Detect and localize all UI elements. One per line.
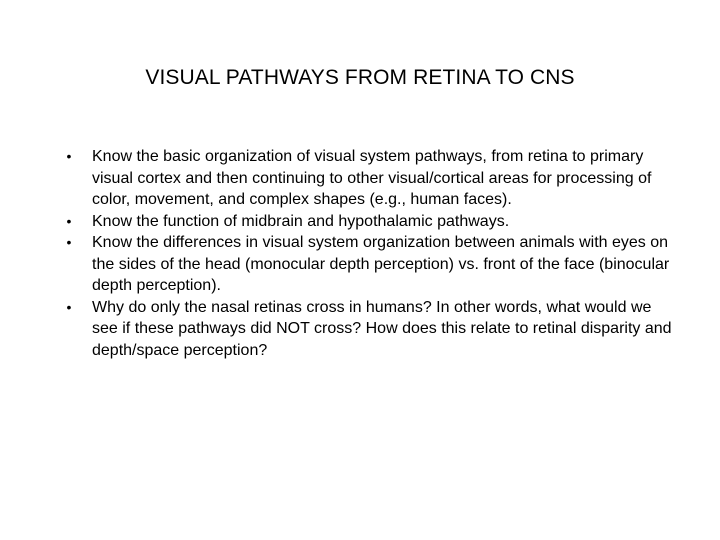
bullet-icon: • — [66, 212, 72, 229]
bullet-text: Know the basic organization of visual system pathways, from retina to primary visual cortex and then continuing to other visual/cortical areas for processing of color, movement, and complex shapes (e.g., human faces). — [92, 148, 652, 208]
bullet-icon: • — [66, 148, 72, 164]
bullet-text: Why do only the nasal retinas cross in humans? In other words, what would we see if these pathways did NOT cross? How does this relate to retinal disparity and depth/space perception? — [92, 298, 672, 359]
slide-title: VISUAL PATHWAYS FROM RETINA TO CNS — [145, 66, 575, 89]
bullet-text: Know the function of midbrain and hypothalamic pathways. — [92, 212, 510, 230]
bullet-icon: • — [66, 298, 72, 315]
bullet-text: Know the differences in visual system organization between animals with eyes on the sides of the head (monocular depth perception) vs. front of the face (binocular depth perception). — [92, 234, 670, 294]
bullet-item — [62, 211, 672, 233]
bullet-item — [62, 146, 672, 211]
bullet-item — [62, 232, 672, 297]
bullet-icon: • — [66, 234, 72, 250]
bullet-item — [62, 297, 672, 362]
bullet-list — [62, 146, 672, 361]
